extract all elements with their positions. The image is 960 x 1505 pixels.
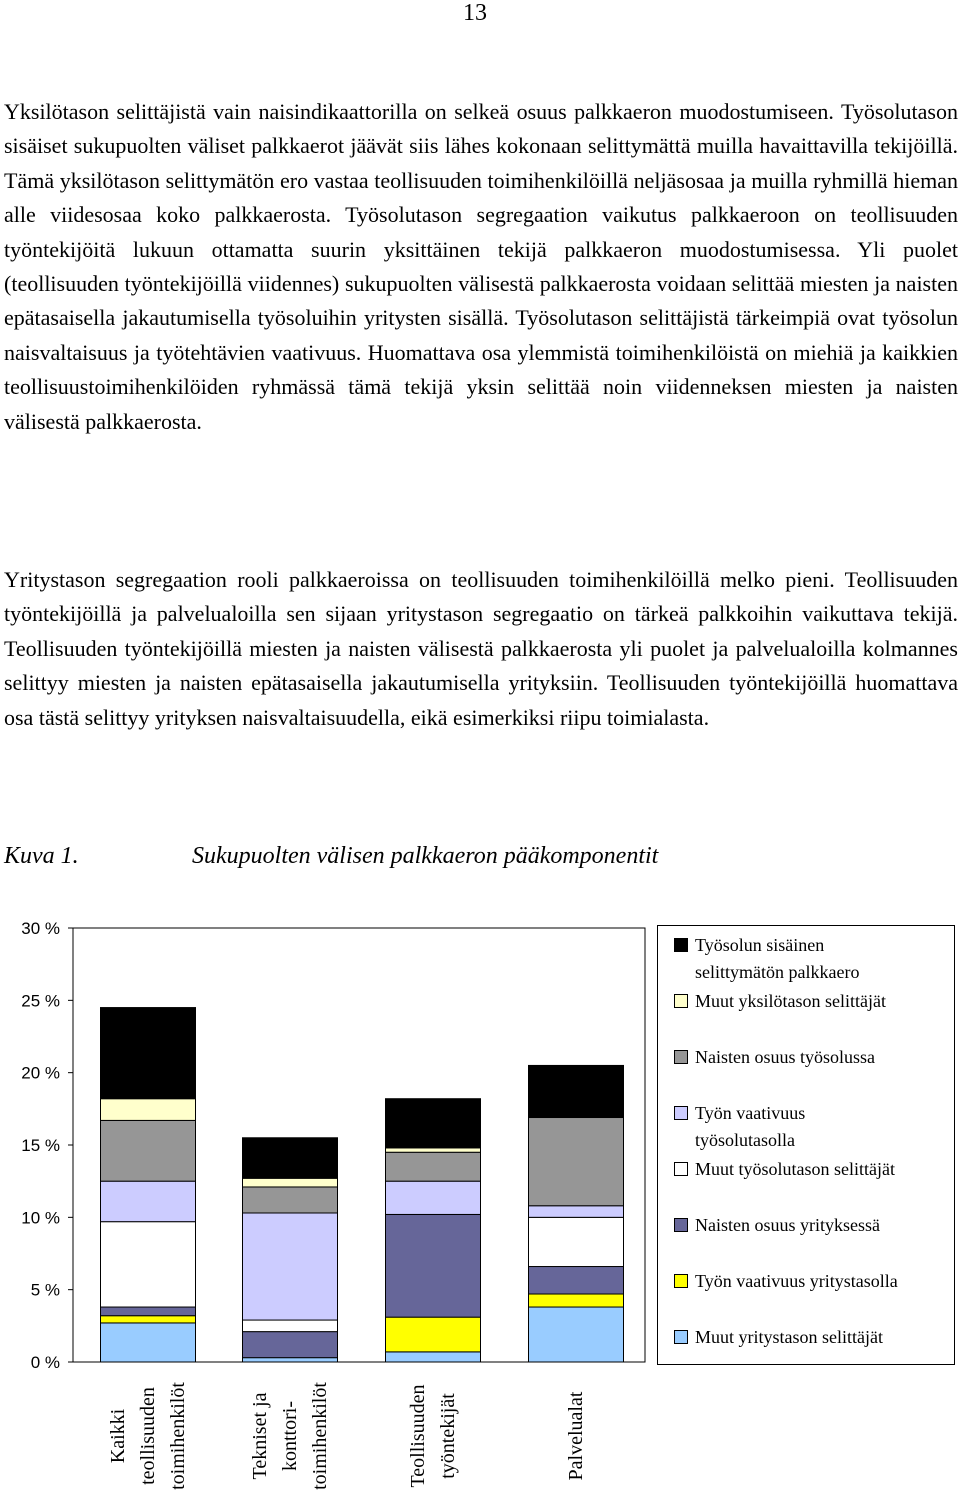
bar-segment (101, 1181, 196, 1222)
bar-segment (529, 1118, 624, 1206)
bar-segment (101, 1316, 196, 1323)
legend-swatch (674, 1106, 688, 1120)
legend-item (674, 988, 957, 1015)
bar-segment (243, 1320, 338, 1332)
bar-segment (386, 1317, 481, 1352)
x-tick-label: Tekniset ja konttori-toimihenkilöt (249, 1382, 331, 1490)
figure-label: Kuva 1. (4, 843, 79, 869)
bar-segment (101, 1120, 196, 1181)
x-tick-label: Kaikki teollisuuden toimihenkilöt (107, 1382, 189, 1490)
chart-bars (101, 1008, 624, 1362)
legend-swatch (674, 1330, 688, 1344)
legend-label: Muut työsolutason selittäjät (695, 1159, 895, 1179)
y-tick-label: 5 % (30, 1280, 60, 1300)
legend-label: Työsolun sisäinen selittymätön palkkaero (695, 935, 860, 982)
legend-label: Työn vaativuus yritystasolla (695, 1271, 898, 1291)
bar-segment (243, 1332, 338, 1358)
bar-segment (101, 1222, 196, 1307)
bar-segment (243, 1178, 338, 1187)
bar-segment (386, 1099, 481, 1148)
legend-label: Naisten osuus yrityksessä (695, 1215, 880, 1235)
legend-item (674, 1268, 957, 1295)
bar-segment (243, 1213, 338, 1320)
page-number: 13 (463, 0, 487, 26)
bar-segment (386, 1152, 481, 1181)
bar-segment (101, 1307, 196, 1316)
bar-segment (529, 1307, 624, 1362)
bar-segment (529, 1206, 624, 1218)
paragraph-2: Yritystason segregaation rooli palkkaeroissa on teollisuuden toimihenkilöillä melko pieni. Teollisuuden työntekijöillä ja palvelualoilla sen sijaan yritystason segregaatio on tärkeä palkkoihin vaikuttava tekijä. Teollisuuden työntekijöillä miesten ja naisten välisestä palkkaerosta yli puolet ja palvelualoilla kolmannes selittyy miesten ja naisten epätasaisella jakautumisella yrityksiin. Teollisuuden työntekijöillä huomattava osa tästä selittyy yrityksen naisvaltaisuudella, eikä esimerkiksi riipu toimialasta. (4, 567, 958, 730)
y-tick-label: 30 % (21, 919, 60, 938)
bar-segment (529, 1217, 624, 1266)
bar-segment (243, 1138, 338, 1179)
legend-item (674, 932, 875, 986)
legend-swatch (674, 1050, 688, 1064)
figure-title: Sukupuolten välisen palkkaeron pääkomponentit (192, 843, 659, 869)
bar-segment (386, 1148, 481, 1152)
legend-item (674, 1212, 957, 1239)
legend-swatch (674, 1274, 688, 1288)
legend-label: Muut yritystason selittäjät (695, 1327, 883, 1347)
legend-swatch (674, 994, 688, 1008)
paragraph-1: Yksilötason selittäjistä vain naisindikaattorilla on selkeä osuus palkkaeron muodostumiseen. Työsolutason sisäiset sukupuolten väliset palkkaerot jäävät siis lähes kokonaan selittymättä muilla havaittavilla tekijöillä. Tämä yksilötason selittymätön ero vastaa teollisuuden toimihenkilöillä neljäsosaa ja muilla ryhmillä hieman alle viidesosaa koko palkkaerosta. Työsolutason segregaation vaikutus palkkaeroon on teollisuuden työntekijöitä lukuun ottamatta suurin yksittäinen tekijä palkkaeron muodostumisessa. Yli puolet (teollisuuden työntekijöillä viidennes) sukupuolten välisestä palkkaerosta voidaan selittää miesten ja naisten epätasaisella jakautumisella työsoluihin yritysten sisällä. Työsolutason selittäjistä tärkeimpiä ovat työsolun naisvaltaisuus ja työtehtävien vaativuus. Huomattava osa ylemmistä toimihenkilöistä on miehiä ja kaikkien teollisuustoimihenkilöiden ryhmässä tämä tekijä yksin selittää noin viidenneksen miesten ja naisten välisestä palkkaerosta. (4, 99, 958, 434)
legend-swatch (674, 938, 688, 952)
legend-item (674, 1044, 957, 1071)
bar-segment (386, 1214, 481, 1317)
bar-segment (243, 1358, 338, 1362)
bar-segment (529, 1065, 624, 1117)
legend-swatch (674, 1218, 688, 1232)
legend-label: Työn vaativuus työsolutasolla (695, 1103, 806, 1150)
bar-segment (101, 1099, 196, 1121)
x-tick-label: Teollisuuden työntekijät (407, 1384, 459, 1488)
bar-segment (386, 1181, 481, 1214)
bar-segment (529, 1294, 624, 1307)
y-tick-label: 0 % (30, 1353, 60, 1372)
legend-item (674, 1324, 957, 1351)
bar-segment (529, 1267, 624, 1294)
y-tick-label: 10 % (21, 1208, 60, 1228)
y-tick-label: 15 % (21, 1136, 60, 1155)
legend-swatch (674, 1162, 688, 1176)
bar-segment (243, 1187, 338, 1213)
y-tick-label: 20 % (21, 1063, 60, 1083)
bar-segment (101, 1008, 196, 1099)
legend-label: Muut yksilötason selittäjät (695, 991, 886, 1011)
bar-segment (386, 1352, 481, 1362)
y-tick-label: 25 % (21, 991, 60, 1011)
legend-item (674, 1156, 957, 1183)
legend-label: Naisten osuus työsolussa (695, 1047, 875, 1067)
chart-legend (657, 925, 955, 1365)
bar-segment (101, 1323, 196, 1362)
legend-item (674, 1100, 845, 1154)
x-tick-label: Palvelualat (565, 1391, 587, 1481)
